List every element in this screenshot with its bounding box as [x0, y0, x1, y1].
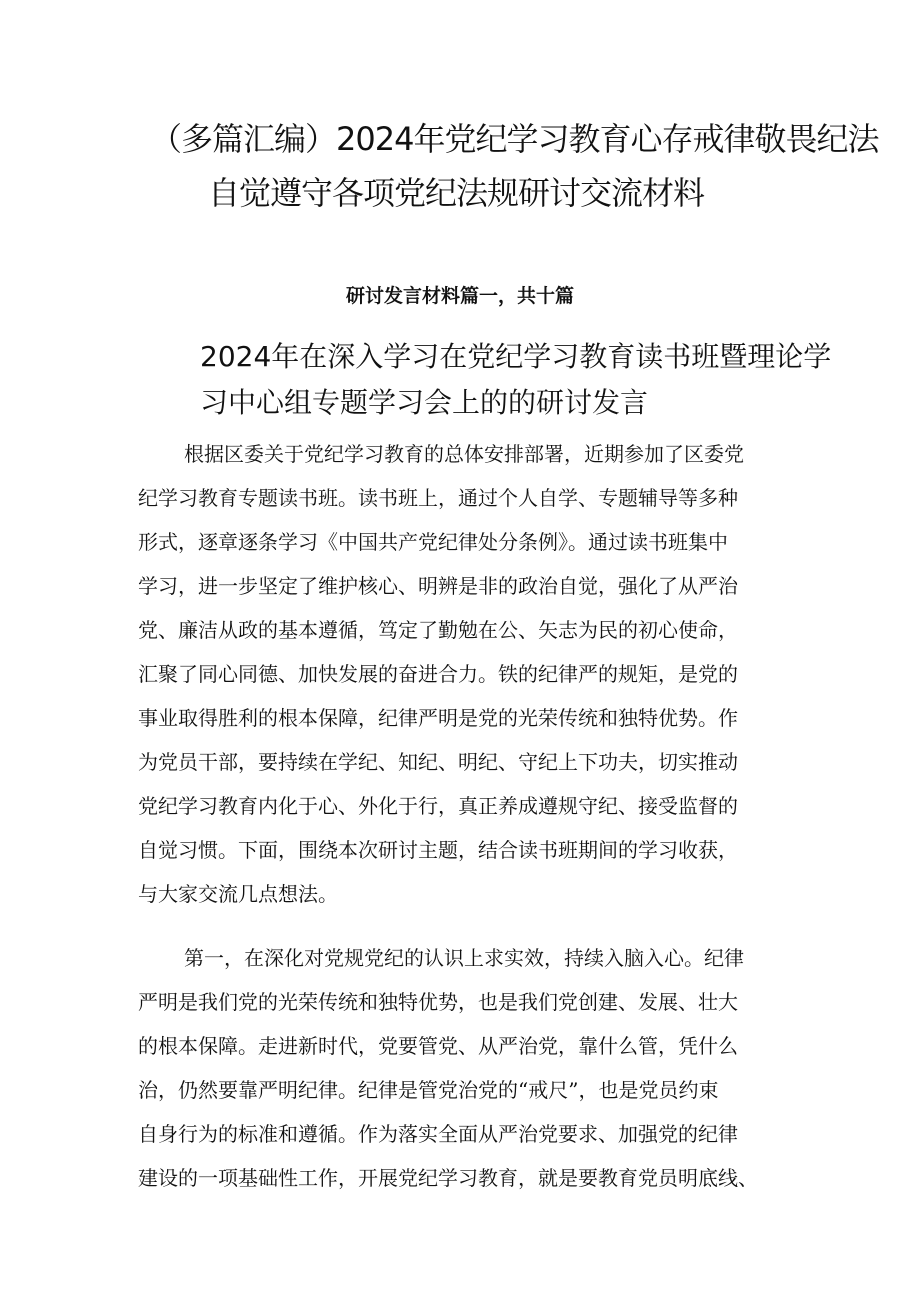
paragraph-line: 自觉习惯。下面，围绕本次研讨主题，结合读书班期间的学习收获， [138, 838, 738, 862]
body-text [138, 432, 798, 1200]
speech-title [200, 334, 832, 426]
paragraph-line: 治，仍然要靠严明纪律。纪律是管党治党的“戒尺”，也是党员约束 [138, 1078, 719, 1102]
document-title-line-2: 自觉遵守各项党纪法规研讨交流材料 [208, 174, 705, 212]
paragraph-line: 严明是我们党的光荣传统和独特优势，也是我们党创建、发展、壮大 [138, 990, 738, 1014]
paragraph-line: 纪学习教育专题读书班。读书班上，通过个人自学、专题辅导等多种 [138, 486, 738, 510]
paragraph-2 [138, 936, 798, 1200]
section-label: 研讨发言材料篇一，共十篇 [345, 285, 574, 307]
paragraph-line: 建设的一项基础性工作，开展党纪学习教育，就是要教育党员明底线、 [138, 1166, 758, 1190]
paragraph-1 [138, 432, 798, 916]
paragraph-line: 党、廉洁从政的基本遵循，笃定了勤勉在公、矢志为民的初心使命， [138, 618, 738, 642]
paragraph-line: 与大家交流几点想法。 [138, 882, 338, 906]
paragraph-line: 根据区委关于党纪学习教育的总体安排部署，近期参加了区委党 [184, 442, 744, 466]
document-title [150, 112, 879, 220]
paragraph-line: 自身行为的标准和遵循。作为落实全面从严治党要求、加强党的纪律 [138, 1122, 738, 1146]
speech-title-line-1: 2024年在深入学习在党纪学习教育读书班暨理论学 [200, 340, 832, 373]
paragraph-line: 形式，逐章逐条学习《中国共产党纪律处分条例》。通过读书班集中 [138, 530, 728, 554]
paragraph-line: 的根本保障。走进新时代，党要管党、从严治党，靠什么管，凭什么 [138, 1034, 738, 1058]
document-title-line-1: （多篇汇编）2024年党纪学习教育心存戒律敬畏纪法 [150, 120, 879, 158]
speech-title-line-2: 习中心组专题学习会上的的研讨发言 [200, 386, 649, 419]
paragraph-line: 第一，在深化对党规党纪的认识上求实效，持续入脑入心。纪律 [184, 946, 744, 970]
paragraph-line: 汇聚了同心同德、加快发展的奋进合力。铁的纪律严的规矩，是党的 [138, 662, 738, 686]
paragraph-line: 党纪学习教育内化于心、外化于行，真正养成遵规守纪、接受监督的 [138, 794, 738, 818]
paragraph-line: 学习，进一步坚定了维护核心、明辨是非的政治自觉，强化了从严治 [138, 574, 738, 598]
paragraph-line: 事业取得胜利的根本保障，纪律严明是党的光荣传统和独特优势。作 [138, 706, 738, 730]
paragraph-line: 为党员干部，要持续在学纪、知纪、明纪、守纪上下功夫，切实推动 [138, 750, 738, 774]
